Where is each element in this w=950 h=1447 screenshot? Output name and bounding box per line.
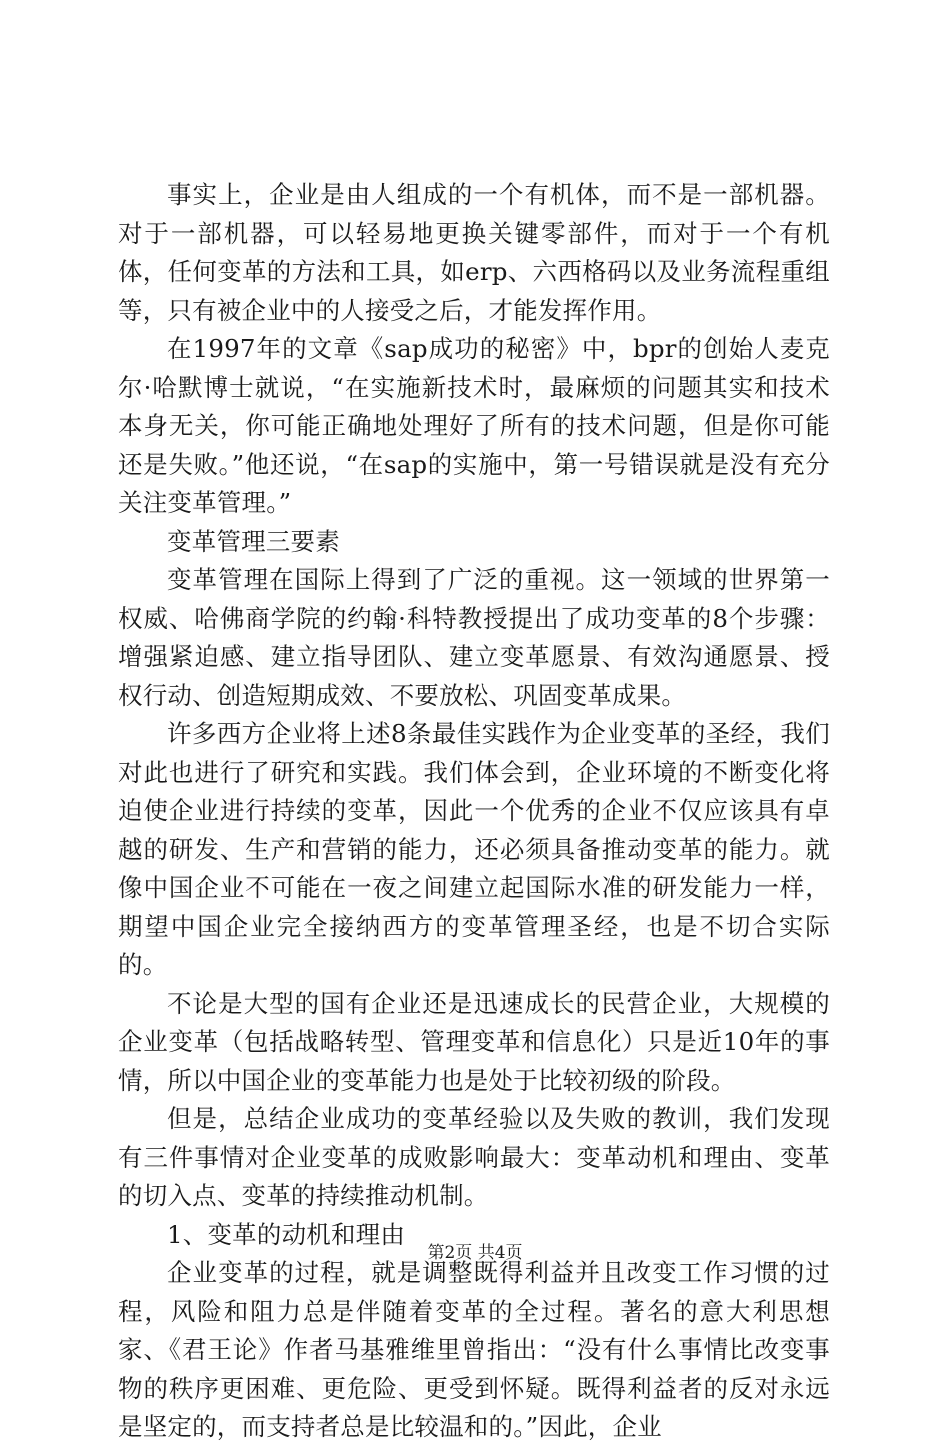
paragraph-1: 事实上，企业是由人组成的一个有机体，而不是一部机器。对于一部机器，可以轻易地更换关键零部件，而对于一个有机体，任何变革的方法和工具，如erp、六西格码以及业务流程重组等，只有被企业中的人接受之后，才能发挥作用。 bbox=[118, 180, 830, 325]
paragraph-4: 许多西方企业将上述8条最佳实践作为企业变革的圣经，我们对此也进行了研究和实践。我们体会到，企业环境的不断变化将迫使企业进行持续的变革，因此一个优秀的企业不仅应该具有卓越的研发、生产和营销的能力，还必须具备推动变革的能力。就像中国企业不可能在一夜之间建立起国际水准的研发能力一样，期望中国企业完全接纳西方的变革管理圣经，也是不切合实际的。 bbox=[118, 719, 830, 979]
paragraph-3: 变革管理在国际上得到了广泛的重视。这一领域的世界第一权威、哈佛商学院的约翰·科特教授提出了成功变革的8个步骤：增强紧迫感、建立指导团队、建立变革愿景、有效沟通愿景、授权行动、创造短期成效、不要放松、巩固变革成果。 bbox=[118, 565, 830, 710]
paragraph-5: 不论是大型的国有企业还是迅速成长的民营企业，大规模的企业变革（包括战略转型、管理变革和信息化）只是近10年的事情，所以中国企业的变革能力也是处于比较初级的阶段。 bbox=[118, 988, 830, 1095]
subsection-heading-motivation: 1、变革的动机和理由 bbox=[167, 1219, 406, 1249]
paragraph-7: 企业变革的过程，就是调整既得利益并且改变工作习惯的过程，风险和阻力总是伴随着变革的全过程。著名的意大利思想家、《君王论》作者马基雅维里曾指出：“没有什么事情比改变事物的秩序更困难、更危险、更受到怀疑。既得利益者的反对永远是坚定的，而支持者总是比较温和的。”因此，企业 bbox=[118, 1258, 830, 1441]
section-heading-three-elements: 变革管理三要素 bbox=[167, 526, 340, 556]
page-footer: 第2页 共4页 bbox=[427, 1243, 523, 1263]
paragraph-6: 但是，总结企业成功的变革经验以及失败的教训，我们发现有三件事情对企业变革的成败影响最大：变革动机和理由、变革的切入点、变革的持续推动机制。 bbox=[118, 1104, 830, 1210]
paragraph-2: 在1997年的文章《sap成功的秘密》中，bpr的创始人麦克尔·哈默博士就说，“在实施新技术时，最麻烦的问题其实和技术本身无关，你可能正确地处理好了所有的技术问题，但是你可能还是失败。”他还说，“在sap的实施中，第一号错误就是没有充分关注变革管理。” bbox=[118, 334, 830, 517]
